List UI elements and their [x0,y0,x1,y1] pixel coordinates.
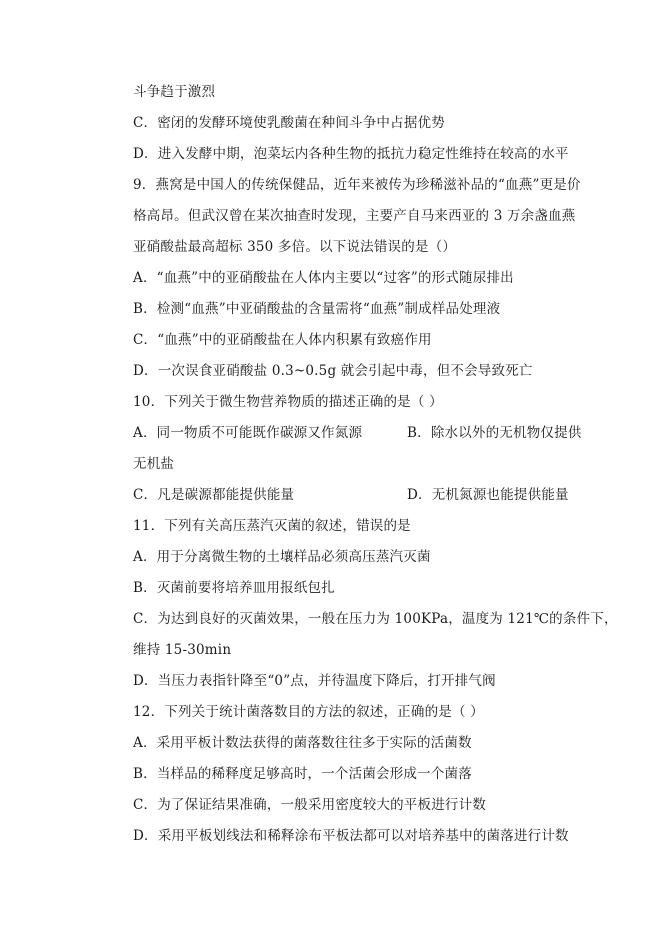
question-9-line1: 9．燕窝是中国人的传统保健品，近年来被传为珍稀滋补品的“血燕”更是价 [133,177,581,193]
question-9-line2: 格高昂。但武汉曾在某次抽查时发现，主要产自马来西亚的 3 万余盏血燕 [133,208,576,224]
q11-option-a: A．用于分离微生物的土壤样品必须高压蒸汽灭菌 [133,549,431,565]
q9-option-c: C．“血燕”中的亚硝酸盐在人体内积累有致癌作用 [133,332,432,348]
q9-option-a: A．“血燕”中的亚硝酸盐在人体内主要以“过客”的形式随尿排出 [133,270,514,286]
question-11: 11．下列有关高压蒸汽灭菌的叙述，错误的是 [133,518,411,534]
q10-option-b-cont: 无机盐 [133,456,175,472]
q11-option-b: B．灭菌前要将培养皿用报纸包扎 [133,580,335,596]
option-d: D．进入发酵中期，泡菜坛内各种生物的抵抗力稳定性维持在较高的水平 [133,146,569,162]
question-12: 12．下列关于统计菌落数目的方法的叙述，正确的是（ ） [133,704,484,720]
q10-option-c: C．凡是碳源都能提供能量 [133,487,295,503]
q12-option-d: D．采用平板划线法和稀释涂布平板法都可以对培养基中的菌落进行计数 [133,828,569,844]
q12-option-c: C．为了保证结果准确，一般采用密度较大的平板进行计数 [133,797,487,813]
q12-option-b: B．当样品的稀释度足够高时，一个活菌会形成一个菌落 [133,766,472,782]
question-9-line3: 亚硝酸盐最高超标 350 多倍。以下说法错误的是（） [133,239,457,255]
q9-option-d: D．一次误食亚硝酸盐 0.3~0.5g 就会引起中毒，但不会导致死亡 [133,363,533,379]
q10-option-d: D．无机氮源也能提供能量 [407,487,569,503]
q9-option-b: B．检测“血燕”中亚硝酸盐的含量需将“血燕”制成样品处理液 [133,301,501,317]
q11-option-c: C．为达到良好的灭菌效果，一般在压力为 100KPa，温度为 121℃的条件下， [133,611,618,627]
q11-option-c-cont: 维持 15-30min [133,642,232,658]
q11-option-d: D．当压力表指针降至“0”点，并待温度下降后，打开排气阀 [133,673,496,689]
q10-option-b: B．除水以外的无机物仅提供 [407,425,582,441]
option-c: C．密闭的发酵环境使乳酸菌在种间斗争中占据优势 [133,115,445,131]
question-10: 10．下列关于微生物营养物质的描述正确的是（ ） [133,394,443,410]
q10-option-a: A．同一物质不可能既作碳源又作氮源 [133,425,363,441]
text-line: 斗争趋于激烈 [133,84,216,100]
q12-option-a: A．采用平板计数法获得的菌落数往往多于实际的活菌数 [133,735,472,751]
